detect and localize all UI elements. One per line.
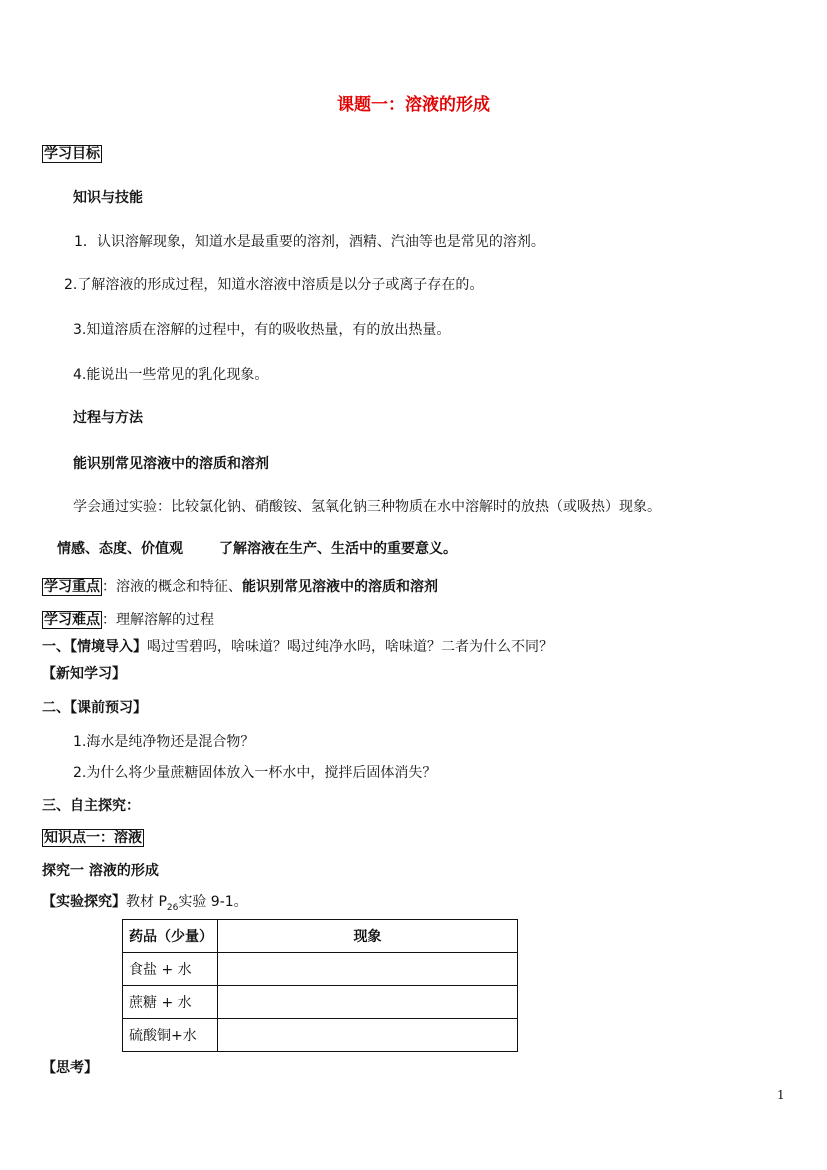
explore-heading: 三、自主探究： xyxy=(42,798,140,814)
experiment-line: 【实验探究】教材 $P_{26}$实验 9-1。 xyxy=(42,894,248,913)
goal-item-2: 2.了解溶液的形成过程，知道水溶液中溶质是以分子或离子存在的。 xyxy=(64,277,484,293)
page-title: 课题一：溶液的形成 xyxy=(337,95,490,115)
think-heading: 【思考】 xyxy=(42,1060,98,1076)
table-cell-reagent: 蔗糖 + 水 xyxy=(123,986,218,1019)
process-bold: 能识别常见溶液中的溶质和溶剂 xyxy=(73,456,269,472)
goals-heading: 学习目标 xyxy=(44,146,100,162)
experiment-table xyxy=(122,919,518,1052)
knowledge-point-one: 知识点一：溶液 xyxy=(44,830,142,846)
intro: 一、【情境导入】喝过雪碧吗，啥味道？喝过纯净水吗，啥味道？二者为什么不同？ xyxy=(42,639,553,655)
emotion-text: 了解溶液在生产、生活中的重要意义。 xyxy=(219,541,457,557)
difficulty: 学习难点 ：理解溶解的过程 xyxy=(44,612,214,628)
difficulty-label: 学习难点 xyxy=(44,612,100,628)
table-cell-phenomenon xyxy=(218,953,518,986)
table-row xyxy=(123,953,518,986)
table-row xyxy=(123,1019,518,1052)
table-cell-phenomenon xyxy=(218,986,518,1019)
preview-item-1: 1.海水是纯净物还是混合物？ xyxy=(73,734,255,750)
knowledge-heading: 知识与技能 xyxy=(73,190,143,206)
goal-item-1: 1．认识溶解现象，知道水是最重要的溶剂，酒精、汽油等也是常见的溶剂。 xyxy=(74,234,545,250)
table-cell-reagent: 食盐 + 水 xyxy=(123,953,218,986)
table-header-reagent: 药品（少量） xyxy=(123,920,218,953)
key-point: 学习重点 ：溶液的概念和特征、能识别常见溶液中的溶质和溶剂 xyxy=(44,579,438,595)
table-cell-phenomenon xyxy=(218,1019,518,1052)
table-header-phenomenon: 现象 xyxy=(218,920,518,953)
process-heading: 过程与方法 xyxy=(73,410,143,426)
table-header-row xyxy=(123,920,518,953)
table-cell-reagent: 硫酸铜+水 xyxy=(123,1019,218,1052)
new-learning-heading: 【新知学习】 xyxy=(42,666,126,682)
inquiry-heading: 探究一 溶液的形成 xyxy=(42,863,159,879)
process-text: 学会通过实验：比较氯化钠、硝酸铵、氢氧化钠三种物质在水中溶解时的放热（或吸热）现象。 xyxy=(73,499,661,515)
table-row xyxy=(123,986,518,1019)
page-number: 1 xyxy=(777,1088,785,1102)
goal-item-3: 3.知道溶质在溶解的过程中，有的吸收热量，有的放出热量。 xyxy=(73,322,451,338)
preview-item-2: 2.为什么将少量蔗糖固体放入一杯水中，搅拌后固体消失？ xyxy=(73,765,437,781)
preview-heading: 二、【课前预习】 xyxy=(42,700,147,716)
emotion-label: 情感、态度、价值观 xyxy=(57,541,183,557)
key-point-label: 学习重点 xyxy=(44,579,100,595)
goal-item-4: 4.能说出一些常见的乳化现象。 xyxy=(73,367,269,383)
